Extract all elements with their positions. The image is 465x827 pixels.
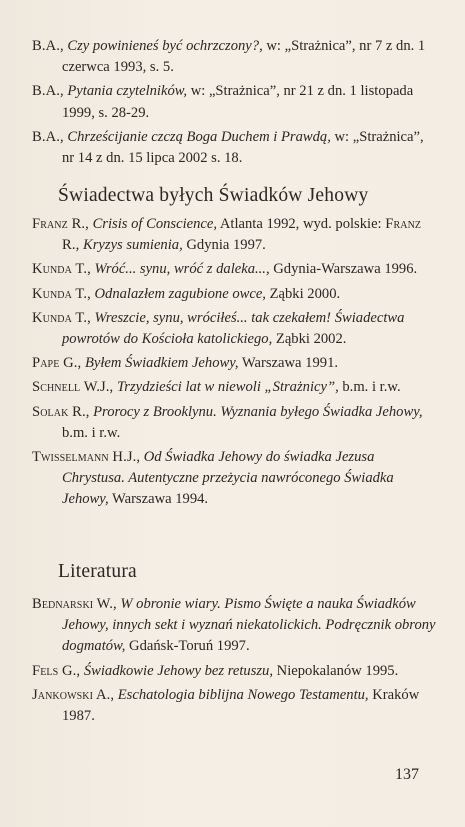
literature-heading: Literatura [58,561,137,582]
bib-entry: Kunda T., Odnalazłem zagubione owce, Ząbki 2000. [32,285,341,302]
page-number: 137 [395,766,419,783]
bib-entry: Jankowski A., Eschatologia biblijna Nowego Testamentu, Kraków 1987. [32,686,420,725]
bib-entry: Bednarski W., W obronie wiary. Pismo Święte a nauka Świadków Jehowy, innych sekt i wyznań niekatolickich. Podręcznik obrony dogmatów, Gdańsk-Toruń 1997. [32,596,436,655]
bib-entry: Schnell W.J., Trzydzieści lat w niewoli „Strażnicy”, b.m. i r.w. [32,379,401,396]
bib-entry: Kunda T., Wreszcie, synu, wróciłeś... tak czekałem! Świadectwa powrotów do Kościoła katolickiego, Ząbki 2002. [32,309,405,348]
section-heading: Świadectwa byłych Świadków Jehowy [58,185,369,206]
bib-entry: Solak R., Prorocy z Brooklynu. Wyznania byłego Świadka Jehowy, b.m. i r.w. [32,403,423,441]
bib-entry: Pape G., Byłem Świadkiem Jehowy, Warszawa 1991. [32,355,339,372]
bib-entry: Fels G., Świadkowie Jehowy bez retuszu, Niepokalanów 1995. [32,662,399,679]
bib-entry: B.A., Chrześcijanie czczą Boga Duchem i Prawdą, w: „Strażnica”, nr 14 z dn. 15 lipca 2002 s. 18. [32,128,424,167]
bib-entry: B.A., Pytania czytelników, w: „Strażnica”, nr 21 z dn. 1 listopada 1999, s. 28-29. [32,83,414,121]
bib-entry: Kunda T., Wróć... synu, wróć z daleka..., Gdynia-Warszawa 1996. [32,261,418,278]
testimony-bibliography [32,214,436,514]
literature-bibliography [32,594,436,730]
top-bibliography [32,36,436,172]
bib-entry: Twisselmann H.J., Od Świadka Jehowy do świadka Jezusa Chrystusa. Autentyczne przeżycia nawróconego Świadka Jehowy, Warszawa 1994. [32,449,394,508]
bib-entry: Franz R., Crisis of Conscience, Atlanta 1992, wyd. polskie: Franz R., Kryzys sumienia, Gdynia 1997. [32,216,422,254]
bib-entry: B.A., Czy powinieneś być ochrzczony?, w: „Strażnica”, nr 7 z dn. 1 czerwca 1993, s. 5. [32,38,426,76]
